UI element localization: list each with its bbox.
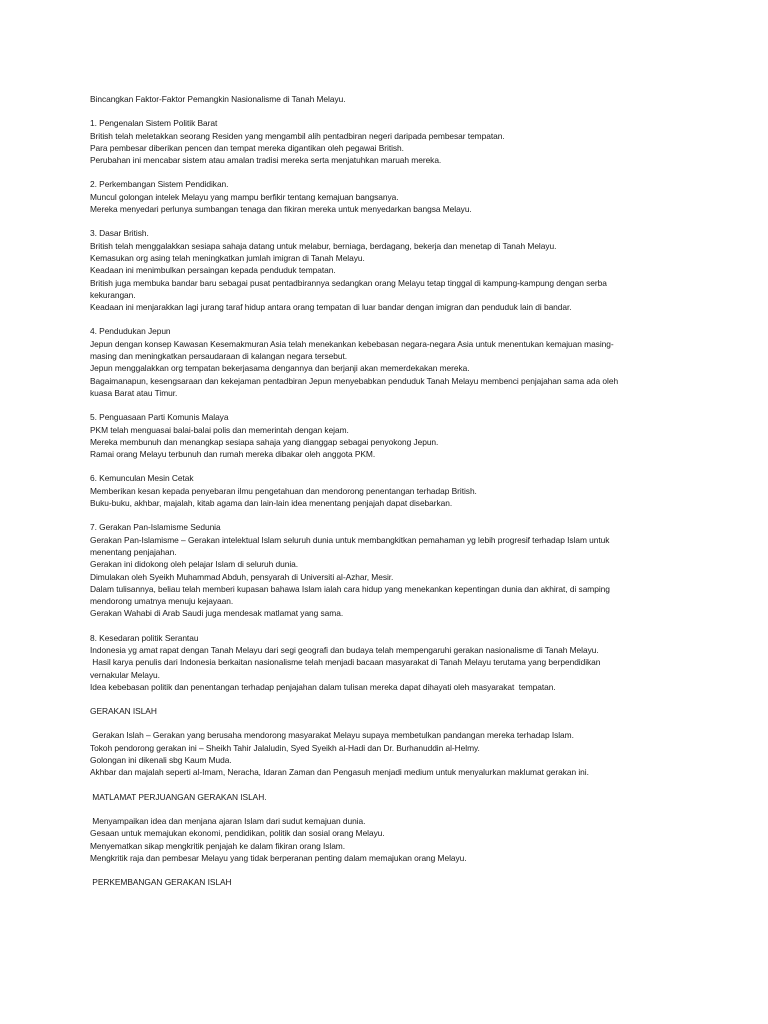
section-heading: 5. Penguasaan Parti Komunis Malaya <box>90 412 229 423</box>
paragraph-line: masing dan meningkatkan persaudaraan di kalangan negara tersebut. <box>90 351 348 362</box>
section-heading: 7. Gerakan Pan-Islamisme Sedunia <box>90 522 221 533</box>
paragraph-line: British telah menggalakkan sesiapa sahaja datang untuk melabur, berniaga, berdagang, bekerja dan menetap di Tanah Melayu. <box>90 240 557 251</box>
document-body <box>90 117 690 888</box>
paragraph-line: Hasil karya penulis dari Indonesia berkaitan nasionalisme telah menjadi bacaan masyarakat di Tanah Melayu terutama yang berpendidikan <box>90 657 601 668</box>
section-12 <box>90 815 690 864</box>
paragraph-line: Mereka membunuh dan menangkap sesiapa sahaja yang dianggap sebagai penyokong Jepun. <box>90 436 439 447</box>
section-heading: 6. Kemunculan Mesin Cetak <box>90 473 194 484</box>
document-page <box>90 93 690 900</box>
paragraph-line: Muncul golongan intelek Melayu yang mampu berfikir tentang kemajuan bangsanya. <box>90 191 399 202</box>
paragraph-line: Perubahan ini mencabar sistem atau amalan tradisi mereka serta menjatuhkan maruah mereka. <box>90 155 442 166</box>
paragraph-line: PKM telah menguasai balai-balai polis dan memerintah dengan kejam. <box>90 424 349 435</box>
paragraph-line: kuasa Barat atau Timur. <box>90 387 178 398</box>
section-heading: 4. Pendudukan Jepun <box>90 326 171 337</box>
document-title: Bincangkan Faktor-Faktor Pemangkin Nasionalisme di Tanah Melayu. <box>90 94 346 104</box>
section-10 <box>90 729 690 778</box>
paragraph-line: British telah meletakkan seorang Residen yang mengambil alih pentadbiran negeri daripada pembesar tempatan. <box>90 130 505 141</box>
paragraph-line: Akhbar dan majalah seperti al-Imam, Neracha, Idaran Zaman dan Pengasuh menjadi medium untuk menyalurkan maklumat gerakan ini. <box>90 767 589 778</box>
paragraph-line: Gesaan untuk memajukan ekonomi, pendidikan, politik dan sosial orang Melayu. <box>90 828 385 839</box>
paragraph-line: Golongan ini dikenali sbg Kaum Muda. <box>90 755 232 766</box>
section-heading: 2. Perkembangan Sistem Pendidikan. <box>90 179 229 190</box>
section-heading: 1. Pengenalan Sistem Politik Barat <box>90 118 218 129</box>
paragraph-line: Jepun menggalakkan org tempatan bekerjasama dengannya dan berjanji akan memerdekakan mereka. <box>90 363 470 374</box>
paragraph-line: Dimulakan oleh Syeikh Muhammad Abduh, pensyarah di Universiti al-Azhar, Mesir. <box>90 571 394 582</box>
section-7 <box>90 521 690 619</box>
paragraph-line: Dalam tulisannya, beliau telah memberi kupasan bahawa Islam ialah cara hidup yang menekankan kepentingan dunia dan akhirat, di samping <box>90 583 610 594</box>
paragraph-line: Gerakan Pan-Islamisme – Gerakan intelektual Islam seluruh dunia untuk membangkitkan pemahaman yg lebih progresif terhadap Islam untuk <box>90 534 610 545</box>
paragraph-line: mendorong umatnya menuju kejayaan. <box>90 596 234 607</box>
paragraph-line: British juga membuka bandar baru sebagai pusat pentadbirannya sedangkan orang Melayu tetap tinggal di kampung-kampung dengan serba <box>90 277 607 288</box>
paragraph-line: Para pembesar diberikan pencen dan tempat mereka digantikan oleh pegawai British. <box>90 142 404 153</box>
paragraph-line: Idea kebebasan politik dan penentangan terhadap penjajahan dalam tulisan mereka dapat dihayati oleh masyarakat tempatan. <box>90 681 556 692</box>
paragraph-line: Buku-buku, akhbar, majalah, kitab agama dan lain-lain idea menentang penjajah dapat disebarkan. <box>90 498 453 509</box>
paragraph-line: Kemasukan org asing telah meningkatkan jumlah imigran di Tanah Melayu. <box>90 252 365 263</box>
paragraph-line: Jepun dengan konsep Kawasan Kesemakmuran Asia telah menekankan kebebasan negara-negara Asia untuk menentukan kemajuan masing- <box>90 338 614 349</box>
section-8 <box>90 632 690 693</box>
section-heading: 3. Dasar British. <box>90 228 149 239</box>
paragraph-line: Gerakan ini didokong oleh pelajar Islam di seluruh dunia. <box>90 559 299 570</box>
section-6 <box>90 472 690 509</box>
section-heading: 8. Kesedaran politik Serantau <box>90 632 199 643</box>
paragraph-line: Keadaan ini menimbulkan persaingan kepada penduduk tempatan. <box>90 265 336 276</box>
section-5 <box>90 411 690 460</box>
paragraph-line: Ramai orang Melayu terbunuh dan rumah mereka dibakar oleh anggota PKM. <box>90 449 376 460</box>
paragraph-line: Tokoh pendorong gerakan ini – Sheikh Tahir Jalaludin, Syed Syeikh al-Hadi dan Dr. Burhanuddin al-Helmy. <box>90 742 480 753</box>
paragraph-line: Memberikan kesan kepada penyebaran ilmu pengetahuan dan mendorong penentangan terhadap British. <box>90 485 477 496</box>
section-9 <box>90 705 690 717</box>
section-11 <box>90 791 690 803</box>
paragraph-line: Mengkritik raja dan pembesar Melayu yang tidak berperanan penting dalam memajukan orang Melayu. <box>90 852 467 863</box>
paragraph-line: Gerakan Wahabi di Arab Saudi juga mendesak matlamat yang sama. <box>90 608 344 619</box>
section-heading: MATLAMAT PERJUANGAN GERAKAN ISLAH. <box>90 791 267 802</box>
paragraph-line: Menyematkan sikap mengkritik penjajah ke dalam fikiran orang Islam. <box>90 840 345 851</box>
section-heading: Menyampaikan idea dan menjana ajaran Islam dari sudut kemajuan dunia. <box>90 815 366 826</box>
paragraph-line: menentang penjajahan. <box>90 546 177 557</box>
paragraph-line: Indonesia yg amat rapat dengan Tanah Melayu dari segi geografi dan budaya telah mempengaruhi gerakan nasionalisme di Tanah Melayu. <box>90 644 599 655</box>
section-2 <box>90 178 690 215</box>
paragraph-line: Bagaimanapun, kesengsaraan dan kekejaman pentadbiran Jepun menyebabkan penduduk Tanah Melayu membenci penjajahan sama ada oleh <box>90 375 619 386</box>
section-heading: PERKEMBANGAN GERAKAN ISLAH <box>90 877 232 888</box>
paragraph-line: Mereka menyedari perlunya sumbangan tenaga dan fikiran mereka untuk menyedarkan bangsa Melayu. <box>90 204 472 215</box>
section-heading: Gerakan Islah – Gerakan yang berusaha mendorong masyarakat Melayu supaya membetulkan pandangan mereka terhadap Islam. <box>90 730 574 741</box>
paragraph-line: kekurangan. <box>90 289 136 300</box>
section-3 <box>90 227 690 313</box>
section-heading: GERAKAN ISLAH <box>90 706 157 717</box>
section-4 <box>90 325 690 399</box>
paragraph-line: vernakular Melayu. <box>90 669 160 680</box>
section-1 <box>90 117 690 166</box>
paragraph-line: Keadaan ini menjarakkan lagi jurang taraf hidup antara orang tempatan di luar bandar dengan imigran dan penduduk lain di bandar. <box>90 302 572 313</box>
section-13 <box>90 876 690 888</box>
